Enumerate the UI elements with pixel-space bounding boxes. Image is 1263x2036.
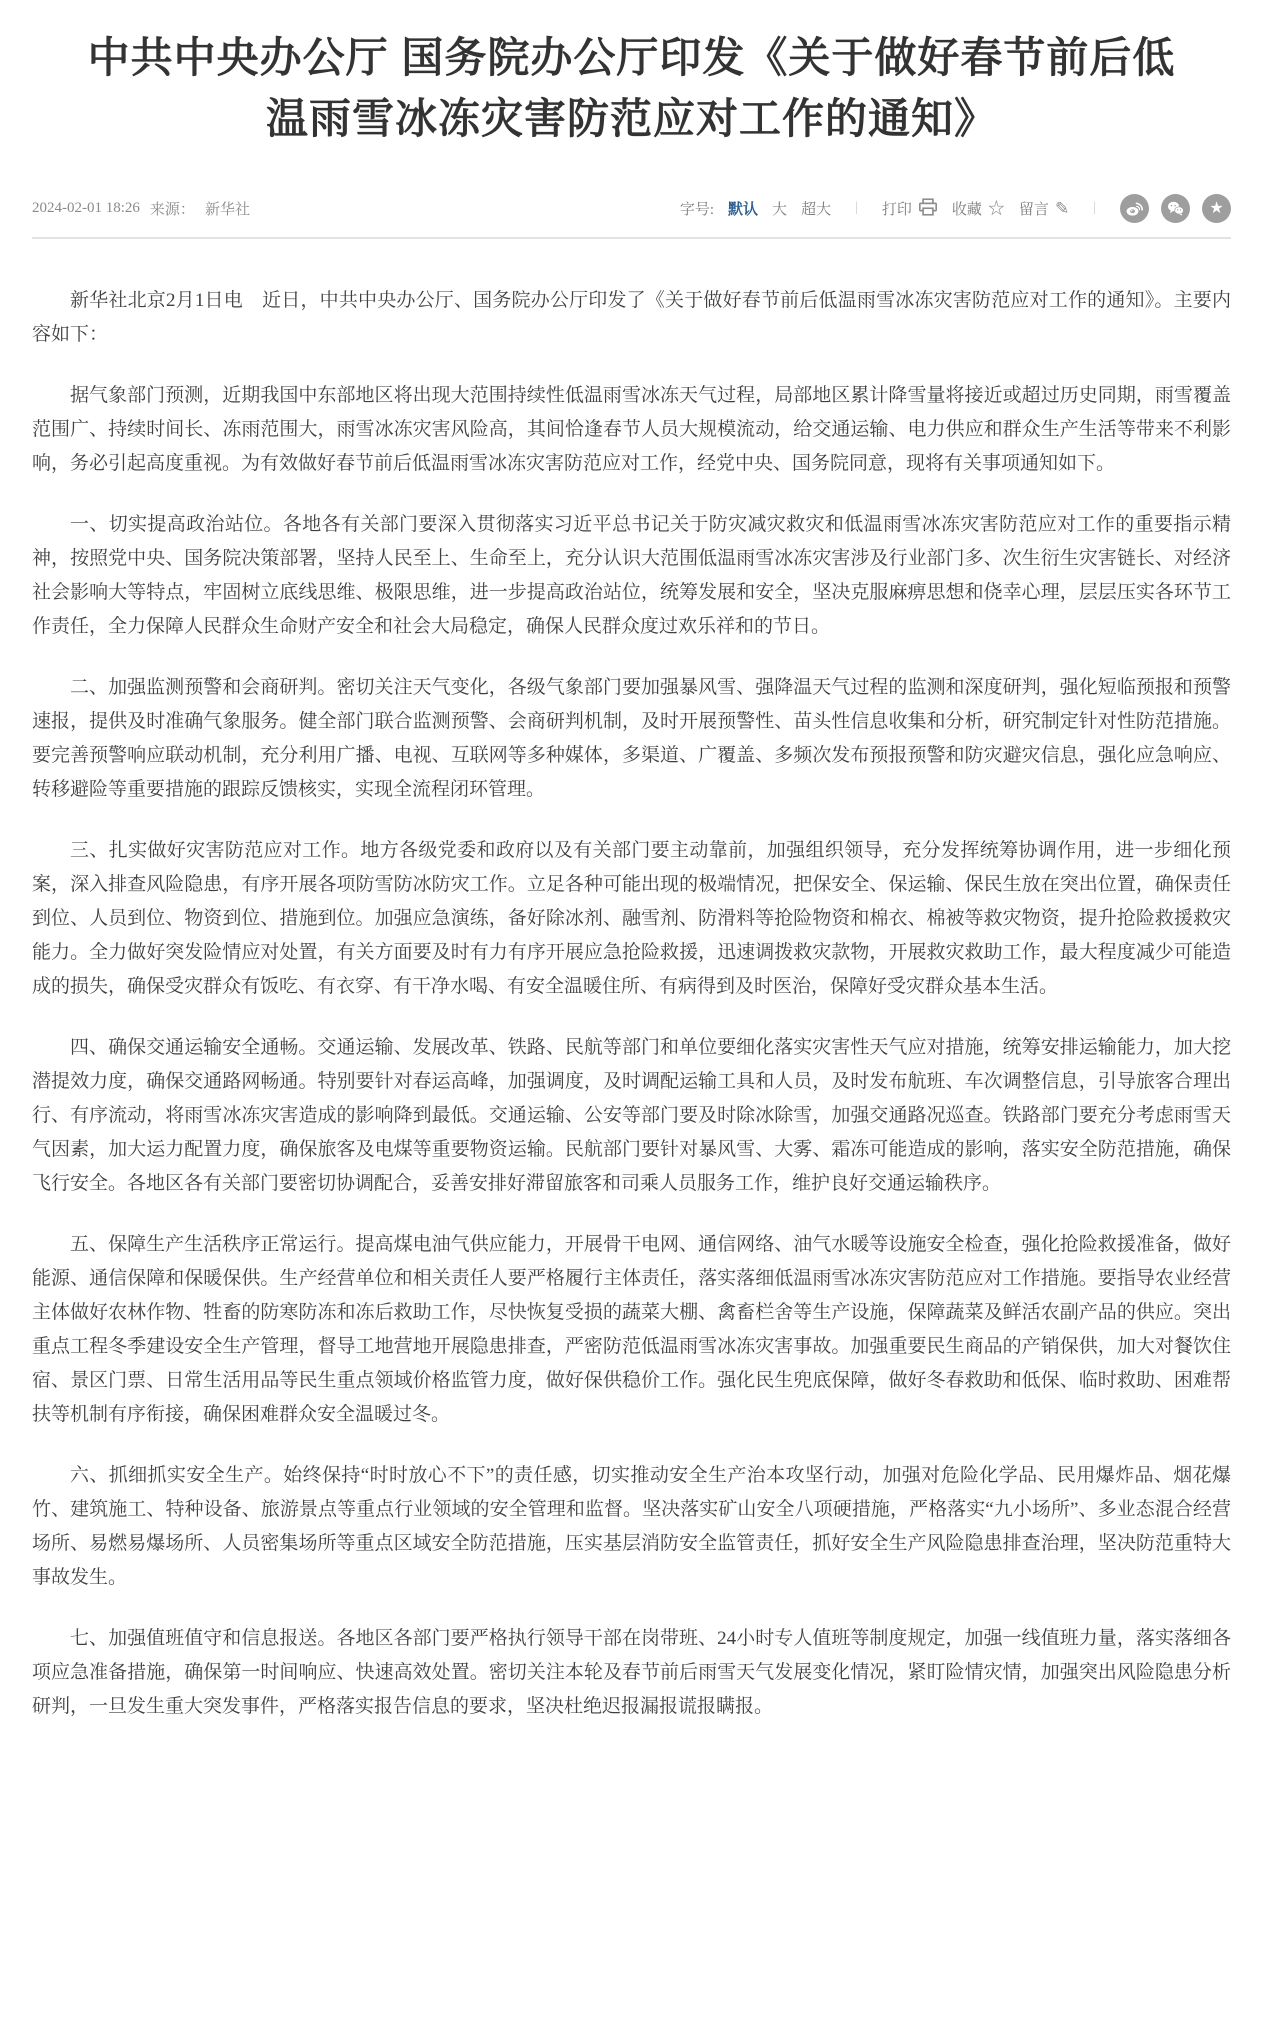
toolbar-divider: |: [855, 200, 858, 216]
paragraph-section-6: 六、抓细抓实安全生产。始终保持“时时放心不下”的责任感，切实推动安全生产治本攻坚行动，加强对危险化学品、民用爆炸品、烟花爆竹、建筑施工、特种设备、旅游景点等重点行业领域的安全管理和监督。坚决落实矿山安全八项硬措施，严格落实“九小场所”、多业态混合经营场所、易燃易爆场所、人员密集场所等重点区域安全防范措施，压实基层消防安全监管责任，抓好安全生产风险隐患排查治理，坚决防范重特大事故发生。: [32, 1464, 1231, 1588]
favorite-label: 收藏: [951, 201, 982, 218]
paragraph-section-7: 七、加强值班值守和信息报送。各地区各部门要严格执行领导干部在岗带班、24小时专人值班等制度规定，加强一线值班力量，落实落细各项应急准备措施，确保第一时间响应、快速高效处置。密切关注本轮及春节前后雨雪天气发展变化情况，紧盯险情灾情，加强突出风险隐患分析研判，一旦发生重大突发事件，严格落实报告信息的要求，坚决杜绝迟报漏报谎报瞒报。: [32, 1627, 1231, 1717]
print-button[interactable]: [882, 198, 938, 219]
paragraph-intro: 新华社北京2月1日电 近日，中共中央办公厅、国务院办公厅印发了《关于做好春节前后低温雨雪冰冻灾害防范应对工作的通知》。主要内容如下：: [32, 289, 1231, 345]
paragraph-section-5: 五、保障生产生活秩序正常运行。提高煤电油气供应能力，开展骨干电网、通信网络、油气水暖等设施安全检查，强化抢险救援准备，做好能源、通信保障和保暖保供。生产经营单位和相关责任人要严格履行主体责任，落实落细低温雨雪冰冻灾害防范应对工作措施。要指导农业经营主体做好农林作物、牲畜的防寒防冻和冻后救助工作，尽快恢复受损的蔬菜大棚、禽畜栏舍等生产设施，保障蔬菜及鲜活农副产品的供应。突出重点工程冬季建设安全生产管理，督导工地营地开展隐患排查，严密防范低温雨雪冰冻灾害事故。加强重要民生商品的产销保供，加大对餐饮住宿、景区门票、日常生活用品等民生重点领域价格监管力度，做好保供稳价工作。强化民生兜底保障，做好冬春救助和低保、临时救助、困难帮扶等机制有序衔接，确保困难群众安全温暖过冬。: [32, 1233, 1231, 1425]
article-toolbar: [680, 194, 1231, 223]
meta-toolbar-row: [32, 194, 1231, 239]
share-buttons: [1120, 194, 1231, 223]
fontsize-label: 字号:: [679, 201, 715, 218]
source-label: 来源：: [149, 201, 195, 218]
weibo-icon[interactable]: [1120, 194, 1149, 223]
article-body: [32, 239, 1231, 1811]
paragraph-section-2: 二、加强监测预警和会商研判。密切关注天气变化，各级气象部门要加强暴风雪、强降温天气过程的监测和深度研判，强化短临预报和预警速报，提供及时准确气象服务。健全部门联合监测预警、会商研判机制，及时开展预警性、苗头性信息收集和分析，研究制定针对性防范措施。要完善预警响应联动机制，充分利用广播、电视、互联网等多种媒体，多渠道、广覆盖、多频次发布预报预警和防灾避灾信息，强化应急响应、转移避险等重要措施的跟踪反馈核实，实现全流程闭环管理。: [32, 676, 1231, 800]
page-title: 中共中央办公厅 国务院办公厅印发《关于做好春节前后低温雨雪冰冻灾害防范应对工作的通知》: [87, 34, 1176, 142]
wechat-icon[interactable]: [1161, 194, 1190, 223]
publish-date: 2024-02-01 18:26: [32, 199, 140, 216]
article-meta: [32, 198, 250, 219]
paragraph-section-1: 一、切实提高政治站位。各地各有关部门要深入贯彻落实习近平总书记关于防灾减灾救灾和低温雨雪冰冻灾害防范应对工作的重要指示精神，按照党中央、国务院决策部署，坚持人民至上、生命至上，充分认识大范围低温雨雪冰冻灾害涉及行业部门多、次生衍生灾害链长、对经济社会影响大等特点，牢固树立底线思维、极限思维，进一步提高政治站位，统筹发展和安全，坚决克服麻痹思想和侥幸心理，层层压实各环节工作责任，全力保障人民群众生命财产安全和社会大局稳定，确保人民群众度过欢乐祥和的节日。: [32, 513, 1231, 637]
fontsize-default-button[interactable]: 默认: [728, 201, 759, 218]
comment-button[interactable]: [1019, 198, 1069, 219]
fontsize-xlarge-button[interactable]: 超大: [801, 201, 832, 218]
fontsize-large-button[interactable]: 大: [772, 201, 788, 218]
star-outline-icon: ☆: [987, 198, 1005, 218]
paragraph-section-4: 四、确保交通运输安全通畅。交通运输、发展改革、铁路、民航等部门和单位要细化落实灾害性天气应对措施，统筹安排运输能力，加大挖潜提效力度，确保交通路网畅通。特别要针对春运高峰，加强调度，及时调配运输工具和人员，及时发布航班、车次调整信息，引导旅客合理出行、有序流动，将雨雪冰冻灾害造成的影响降到最低。交通运输、公安等部门要及时除冰除雪，加强交通路况巡查。铁路部门要充分考虑雨雪天气因素，加大运力配置力度，确保旅客及电煤等重要物资运输。民航部门要针对暴风雪、大雾、霜冻可能造成的影响，落实安全防范措施，确保飞行安全。各地区各有关部门要密切协调配合，妥善安排好滞留旅客和司乘人员服务工作，维护良好交通运输秩序。: [32, 1036, 1231, 1194]
paragraph-forecast: 据气象部门预测，近期我国中东部地区将出现大范围持续性低温雨雪冰冻天气过程，局部地区累计降雪量将接近或超过历史同期，雨雪覆盖范围广、持续时间长、冻雨范围大，雨雪冰冻灾害风险高，其间恰逢春节人员大规模流动，给交通运输、电力供应和群众生产生活等带来不利影响，务必引起高度重视。为有效做好春节前后低温雨雪冰冻灾害防范应对工作，经党中央、国务院同意，现将有关事项通知如下。: [32, 384, 1231, 474]
favorite-button[interactable]: [952, 198, 1005, 219]
printer-icon: [918, 198, 938, 219]
source-link[interactable]: 新华社: [204, 201, 250, 218]
toolbar-divider: |: [1093, 200, 1096, 216]
comment-label: 留言: [1018, 201, 1049, 218]
paragraph-section-3: 三、扎实做好灾害防范应对工作。地方各级党委和政府以及有关部门要主动靠前，加强组织领导，充分发挥统筹协调作用，进一步细化预案，深入排查风险隐患，有序开展各项防雪防冰防灾工作。立足各种可能出现的极端情况，把保安全、保运输、保民生放在突出位置，确保责任到位、人员到位、物资到位、措施到位。加强应急演练，备好除冰剂、融雪剂、防滑料等抢险物资和棉衣、棉被等救灾物资，提升抢险救援救灾能力。全力做好突发险情应对处置，有关方面要及时有力有序开展应急抢险救援，迅速调拨救灾款物，开展救灾救助工作，最大程度减少可能造成的损失，确保受灾群众有饭吃、有衣穿、有干净水喝、有安全温暖住所、有病得到及时医治，保障好受灾群众基本生活。: [32, 839, 1231, 997]
print-label: 打印: [881, 201, 912, 218]
article-header: [32, 0, 1231, 239]
pencil-icon: ✎: [1054, 198, 1070, 218]
qzone-star-icon[interactable]: ★: [1202, 194, 1231, 223]
